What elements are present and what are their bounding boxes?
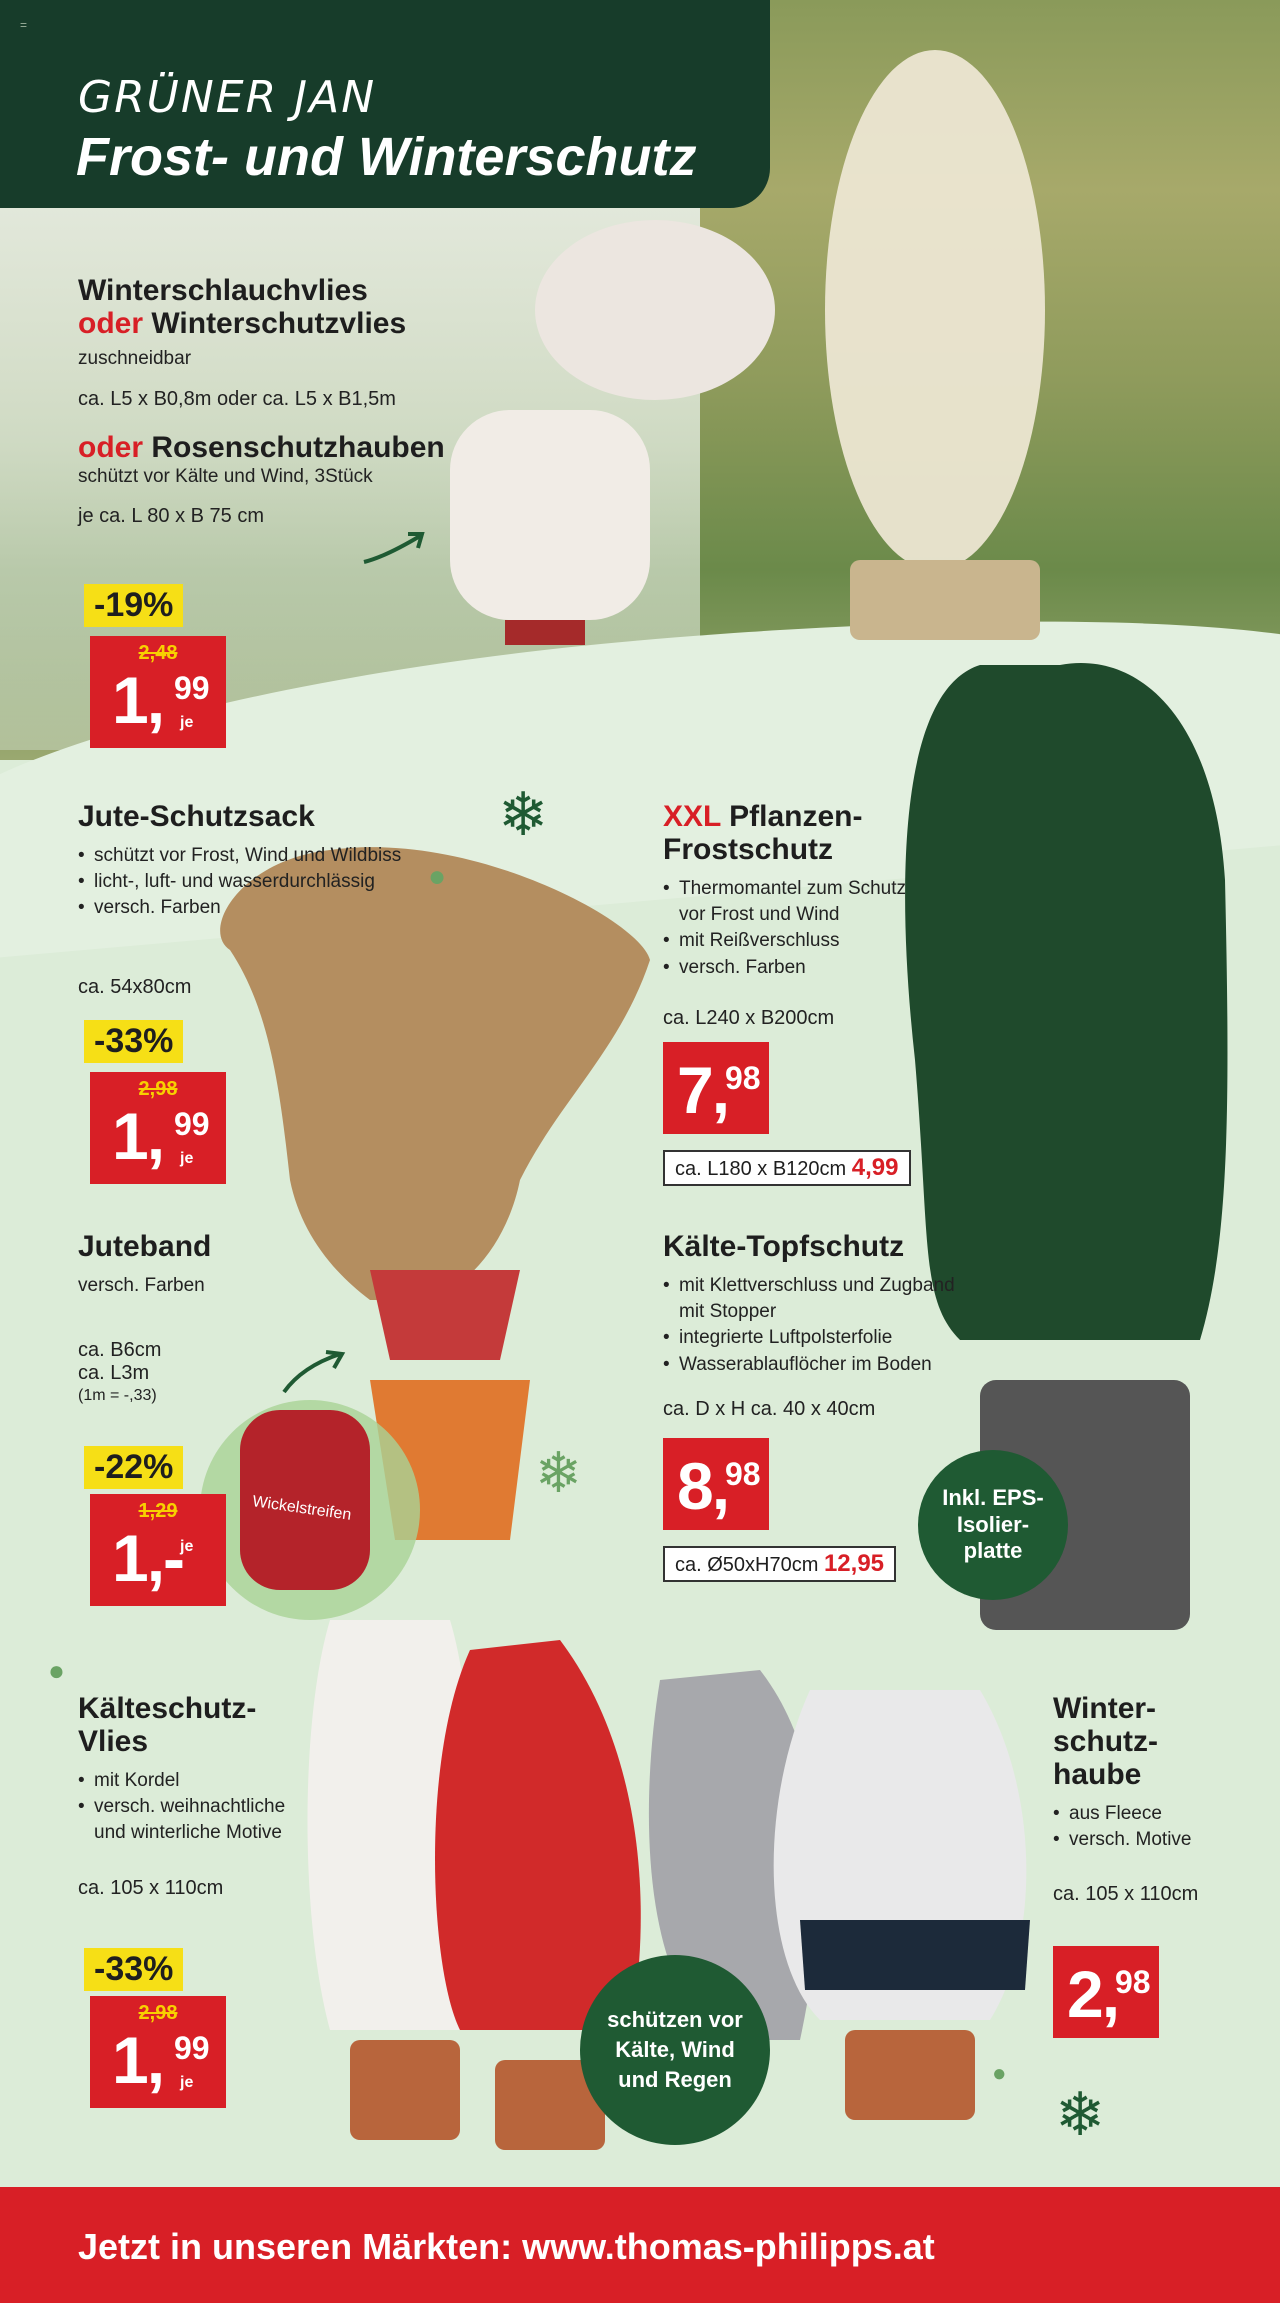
product-title-2: schutz-: [1053, 1725, 1158, 1758]
product-size: ca. 105 x 110cm: [1053, 1883, 1199, 1906]
price-main: 1,: [112, 663, 164, 737]
haube-section: [1053, 1692, 1253, 1906]
bullet-list: [78, 1768, 308, 1847]
discount-badge: -33%: [84, 1948, 183, 1991]
price-cents: 99: [174, 1106, 210, 1142]
product-title-2: Frostschutz: [663, 833, 834, 866]
price-cents: 99: [174, 670, 210, 706]
winterschlauch-product-image: [825, 50, 1045, 570]
product-size: ca. 54x80cm: [78, 975, 192, 998]
rose-desc: schützt vor Kälte und Wind, 3Stück: [78, 465, 373, 487]
bullet: • aus Fleece: [1053, 1801, 1253, 1827]
bullet-list: [663, 876, 913, 981]
leaf-icon: ●: [992, 2060, 1007, 2087]
bullet-list: [78, 843, 458, 922]
alt-price: 12,95: [823, 1550, 885, 1577]
rose-hood-image-2: [450, 410, 650, 620]
discount-badge: -22%: [84, 1446, 183, 1489]
bullet: • versch. Motive: [1053, 1827, 1253, 1853]
eps-badge: Inkl. EPS-Isolier-platte: [918, 1450, 1068, 1600]
price-cents: 98: [725, 1456, 761, 1492]
price-unit: je: [180, 1150, 194, 1167]
product-title: XXL Pflanzen-: [663, 800, 863, 833]
price-tag: [1053, 1946, 1159, 2038]
price-cents: 98: [1115, 1964, 1151, 2000]
product-title-3: haube: [1053, 1758, 1142, 1791]
corner-mark: =: [20, 18, 28, 32]
alt-size: ca. Ø50xH70cm: [675, 1554, 819, 1576]
price-main: 7,: [677, 1053, 729, 1127]
product-subtitle: versch. Farben: [78, 1275, 205, 1296]
protection-badge: schützen vor Kälte, Wind und Regen: [580, 1955, 770, 2145]
winterschlauch-section: [78, 274, 458, 528]
price-tag: [90, 1494, 226, 1606]
product-size: ca. D x H ca. 40 x 40cm: [663, 1397, 876, 1420]
product-label: Wickelstreifen: [251, 1493, 353, 1524]
topfschutz-section: [663, 1230, 963, 1421]
alt-size-price: [663, 1546, 896, 1582]
price-main: 1,: [112, 2023, 164, 2097]
alt-price: 4,99: [851, 1154, 899, 1181]
jute-sack-section: [78, 800, 458, 999]
old-price: 2,98: [138, 1078, 178, 1100]
price-unit: je: [180, 1538, 194, 1555]
discount-badge: -33%: [84, 1020, 183, 1063]
bullet: • Thermomantel zum Schutz vor Frost und Wind: [663, 876, 913, 928]
bullet: • Wasserablauflöcher im Boden: [663, 1352, 963, 1378]
alt-size-price: [663, 1150, 911, 1186]
price-main: 1,-: [112, 1521, 184, 1595]
bullet: • versch. Farben: [663, 955, 913, 981]
bullet: • mit Klettverschluss und Zugband mit Stopper: [663, 1273, 963, 1325]
unit-price: (1m = -,33): [78, 1386, 157, 1404]
product-size: ca. L240 x B200cm: [663, 1006, 835, 1029]
price-tag: [90, 1072, 226, 1184]
bullet: • licht-, luft- und wasserdurchlässig: [78, 869, 458, 895]
leaf-icon: ●: [428, 860, 447, 893]
bullet: • schützt vor Frost, Wind und Wildbiss: [78, 843, 458, 869]
price-tag: [90, 636, 226, 748]
bullet: • mit Kordel: [78, 1768, 308, 1794]
bullet: • versch. weihnachtliche und winterliche Motive: [78, 1794, 308, 1846]
price-tag: [663, 1042, 769, 1134]
product-title: Juteband: [78, 1230, 212, 1263]
price-tag: [90, 1996, 226, 2108]
juteband-section: [78, 1230, 378, 1406]
price-unit: je: [180, 2074, 194, 2091]
bullet: • integrierte Luftpolsterfolie: [663, 1325, 963, 1351]
page-title: Frost- und Winterschutz: [76, 127, 697, 187]
leaf-icon: ❄: [535, 1441, 582, 1504]
bullet: • versch. Farben: [78, 895, 458, 921]
leaf-icon: ❄: [498, 781, 549, 848]
product-size: ca. L5 x B0,8m oder ca. L5 x B1,5m: [78, 387, 396, 410]
discount-badge: -19%: [84, 584, 183, 627]
product-size-2: ca. L3m: [78, 1361, 150, 1384]
rose-hood-image: [535, 220, 775, 400]
leaf-icon: ●: [48, 1655, 65, 1686]
bullet: • mit Reißverschluss: [663, 928, 913, 954]
bullet-list: [1053, 1801, 1253, 1853]
rose-size: je ca. L 80 x B 75 cm: [78, 505, 265, 528]
product-title-2: oder Winterschutzvlies: [78, 307, 407, 340]
product-title-2: Vlies: [78, 1725, 149, 1758]
price-main: 1,: [112, 1099, 164, 1173]
alt-size: ca. L180 x B120cm: [675, 1158, 847, 1180]
price-cents: 99: [174, 2030, 210, 2066]
santa-cover-image: [435, 1640, 641, 2030]
product-size: ca. 105 x 110cm: [78, 1876, 224, 1899]
old-price: 2,98: [138, 2002, 178, 2024]
old-price: 2,48: [138, 642, 178, 664]
price-main: 2,: [1067, 1957, 1119, 2031]
leaf-icon: ❄: [1055, 2081, 1106, 2148]
product-title: Jute-Schutzsack: [78, 800, 315, 833]
bullet-list: [663, 1273, 963, 1378]
brand-name: GRÜNER JAN: [78, 72, 377, 123]
product-size: ca. B6cm: [78, 1338, 162, 1361]
price-tag: [663, 1438, 769, 1530]
product-title: Kälte-Topfschutz: [663, 1230, 905, 1263]
price-main: 8,: [677, 1449, 729, 1523]
price-unit: je: [180, 714, 194, 731]
old-price: 1,29: [138, 1500, 178, 1522]
footer-link[interactable]: Jetzt in unseren Märkten: www.thomas-philipps.at: [78, 2226, 935, 2267]
arrow-icon: [360, 528, 430, 568]
product-title: Kälteschutz-: [78, 1692, 257, 1725]
product-title: Winter-: [1053, 1692, 1157, 1725]
product-subtitle: zuschneidbar: [78, 348, 192, 369]
vlies-section: [78, 1692, 308, 1900]
rose-title: oder Rosenschutzhauben: [78, 430, 445, 464]
product-title: Winterschlauchvlies: [78, 274, 368, 307]
price-cents: 98: [725, 1060, 761, 1096]
xxl-section: [663, 800, 913, 1030]
